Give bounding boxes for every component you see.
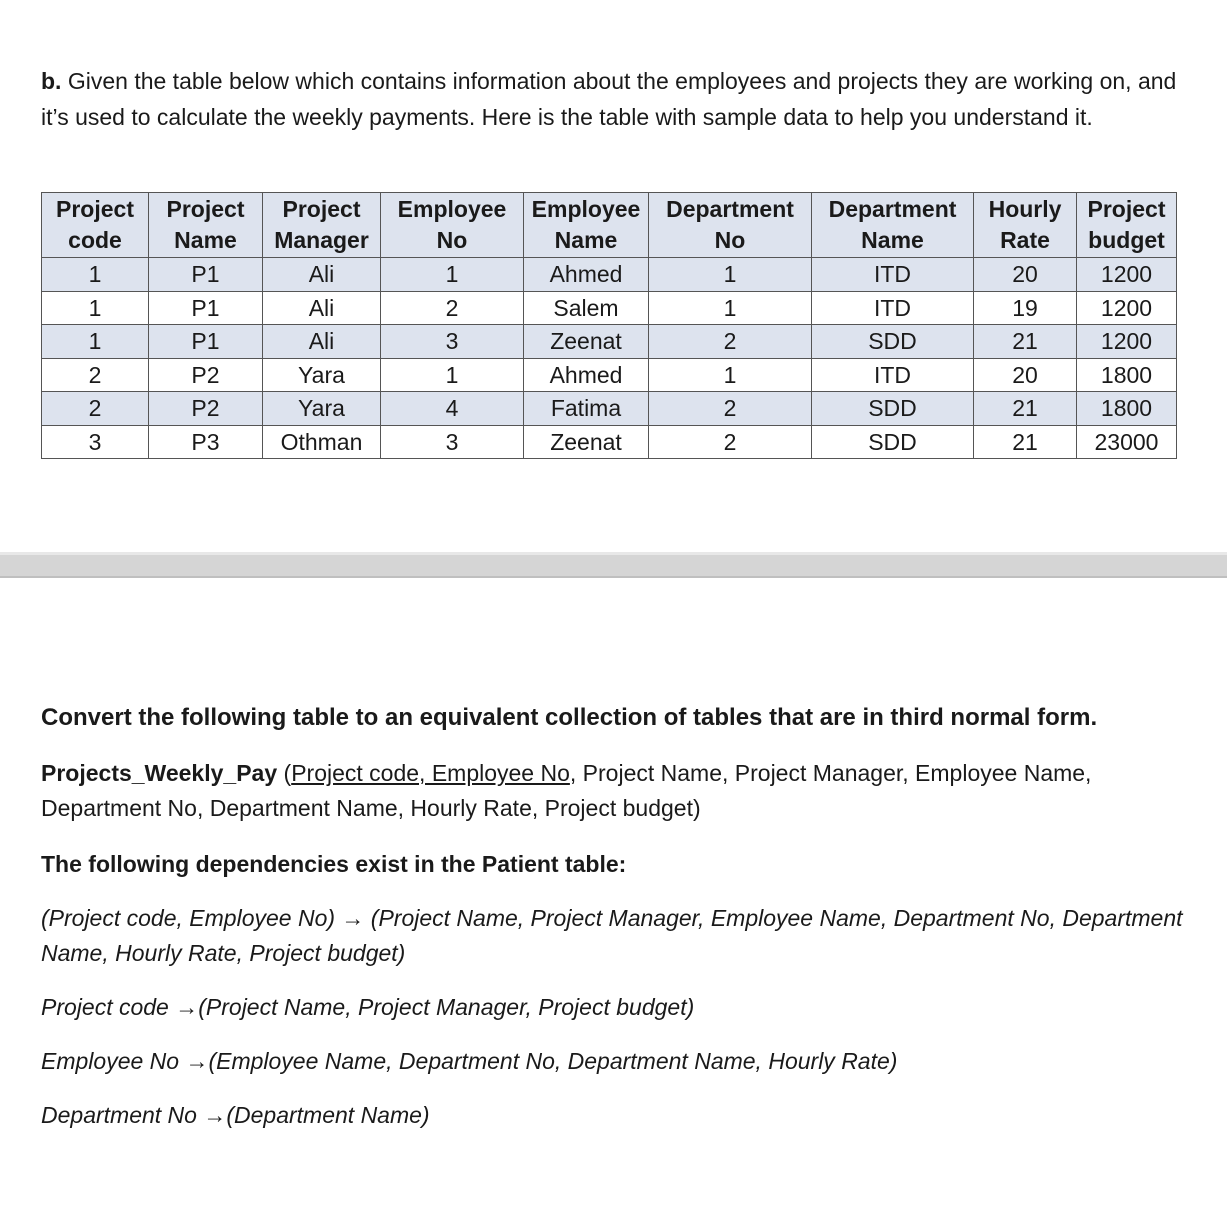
- table-cell: 4: [381, 392, 524, 426]
- table-cell: 1200: [1077, 258, 1177, 292]
- table-cell: SDD: [812, 392, 974, 426]
- table-cell: 19: [974, 291, 1077, 325]
- schema-primary-key: Project code, Employee No: [291, 760, 570, 786]
- table-cell: P2: [149, 358, 263, 392]
- header-employee-no: Employee No: [381, 193, 524, 258]
- table-cell: Othman: [263, 425, 381, 459]
- table-cell: P2: [149, 392, 263, 426]
- table-cell: 1: [42, 325, 149, 359]
- table-cell: 2: [649, 425, 812, 459]
- table-cell: 3: [381, 325, 524, 359]
- table-cell: 1: [649, 358, 812, 392]
- table-cell: 1: [649, 291, 812, 325]
- table-cell: ITD: [812, 291, 974, 325]
- table-cell: 1: [42, 291, 149, 325]
- table-cell: 2: [649, 392, 812, 426]
- table-cell: ITD: [812, 258, 974, 292]
- table-cell: 23000: [1077, 425, 1177, 459]
- header-department-no: Department No: [649, 193, 812, 258]
- table-cell: 1: [381, 358, 524, 392]
- table-cell: 21: [974, 392, 1077, 426]
- table-row: [42, 392, 1177, 426]
- table-cell: Yara: [263, 392, 381, 426]
- sample-data-table: [41, 192, 1177, 459]
- intro-label: b.: [41, 68, 62, 94]
- table-cell: 1: [42, 258, 149, 292]
- table-cell: Zeenat: [524, 325, 649, 359]
- intro-text: Given the table below which contains information about the employees and projects they are working on, and it’s used to calculate the weekly payments. Here is the table with sample data to help you understand it.: [41, 68, 1177, 130]
- table-row: [42, 358, 1177, 392]
- table-cell: Ali: [263, 258, 381, 292]
- table-cell: 21: [974, 325, 1077, 359]
- table-cell: P1: [149, 258, 263, 292]
- header-department-name: Department Name: [812, 193, 974, 258]
- table-cell: 1200: [1077, 325, 1177, 359]
- table-cell: Salem: [524, 291, 649, 325]
- dependency-line: Employee No →(Employee Name, Department No, Department Name, Hourly Rate): [41, 1048, 898, 1074]
- table-cell: 2: [42, 392, 149, 426]
- table-cell: 1: [381, 258, 524, 292]
- table-cell: 2: [42, 358, 149, 392]
- question-section: [41, 700, 1201, 1133]
- table-header-row: [42, 193, 1177, 258]
- table-cell: 1800: [1077, 358, 1177, 392]
- table-row: [42, 325, 1177, 359]
- table-cell: 1800: [1077, 392, 1177, 426]
- table-cell: 20: [974, 358, 1077, 392]
- schema-definition: [41, 756, 1201, 826]
- header-employee-name: Employee Name: [524, 193, 649, 258]
- table-cell: 20: [974, 258, 1077, 292]
- schema-open: (: [277, 760, 292, 786]
- table-cell: SDD: [812, 425, 974, 459]
- header-project-manager: Project Manager: [263, 193, 381, 258]
- table-cell: 3: [42, 425, 149, 459]
- table-cell: Ali: [263, 325, 381, 359]
- table-cell: Ali: [263, 291, 381, 325]
- table-cell: ITD: [812, 358, 974, 392]
- table-row: [42, 258, 1177, 292]
- table-cell: Fatima: [524, 392, 649, 426]
- schema-name: Projects_Weekly_Pay: [41, 760, 278, 786]
- page-divider: [0, 552, 1227, 578]
- dependency-line: Department No →(Department Name): [41, 1102, 430, 1128]
- table-cell: P3: [149, 425, 263, 459]
- table-cell: Zeenat: [524, 425, 649, 459]
- table-cell: 3: [381, 425, 524, 459]
- schema-attributes: , Project Name, Project Manager, Employee Name, Department No, Department Name, Hourly Rate, Project budget): [41, 760, 1092, 821]
- table-cell: P1: [149, 291, 263, 325]
- header-project-budget: Project budget: [1077, 193, 1177, 258]
- table-cell: 1: [649, 258, 812, 292]
- question-title: Convert the following table to an equivalent collection of tables that are in third normal form.: [41, 704, 1098, 731]
- table-cell: Ahmed: [524, 258, 649, 292]
- table-cell: Yara: [263, 358, 381, 392]
- table-cell: 21: [974, 425, 1077, 459]
- table-cell: 1200: [1077, 291, 1177, 325]
- header-project-code: Project code: [42, 193, 149, 258]
- table-cell: Ahmed: [524, 358, 649, 392]
- dependency-line: (Project code, Employee No) → (Project Name, Project Manager, Employee Name, Department No, Department Name, Hourly Rate, Project budget): [41, 905, 1183, 966]
- table-row: [42, 291, 1177, 325]
- intro-paragraph: [41, 64, 1191, 135]
- dependencies-heading: The following dependencies exist in the Patient table:: [41, 851, 627, 877]
- table-cell: 2: [649, 325, 812, 359]
- table-cell: P1: [149, 325, 263, 359]
- dependency-line: Project code →(Project Name, Project Manager, Project budget): [41, 994, 695, 1020]
- table-cell: 2: [381, 291, 524, 325]
- header-project-name: Project Name: [149, 193, 263, 258]
- table-cell: SDD: [812, 325, 974, 359]
- header-hourly-rate: Hourly Rate: [974, 193, 1077, 258]
- table-row: [42, 425, 1177, 459]
